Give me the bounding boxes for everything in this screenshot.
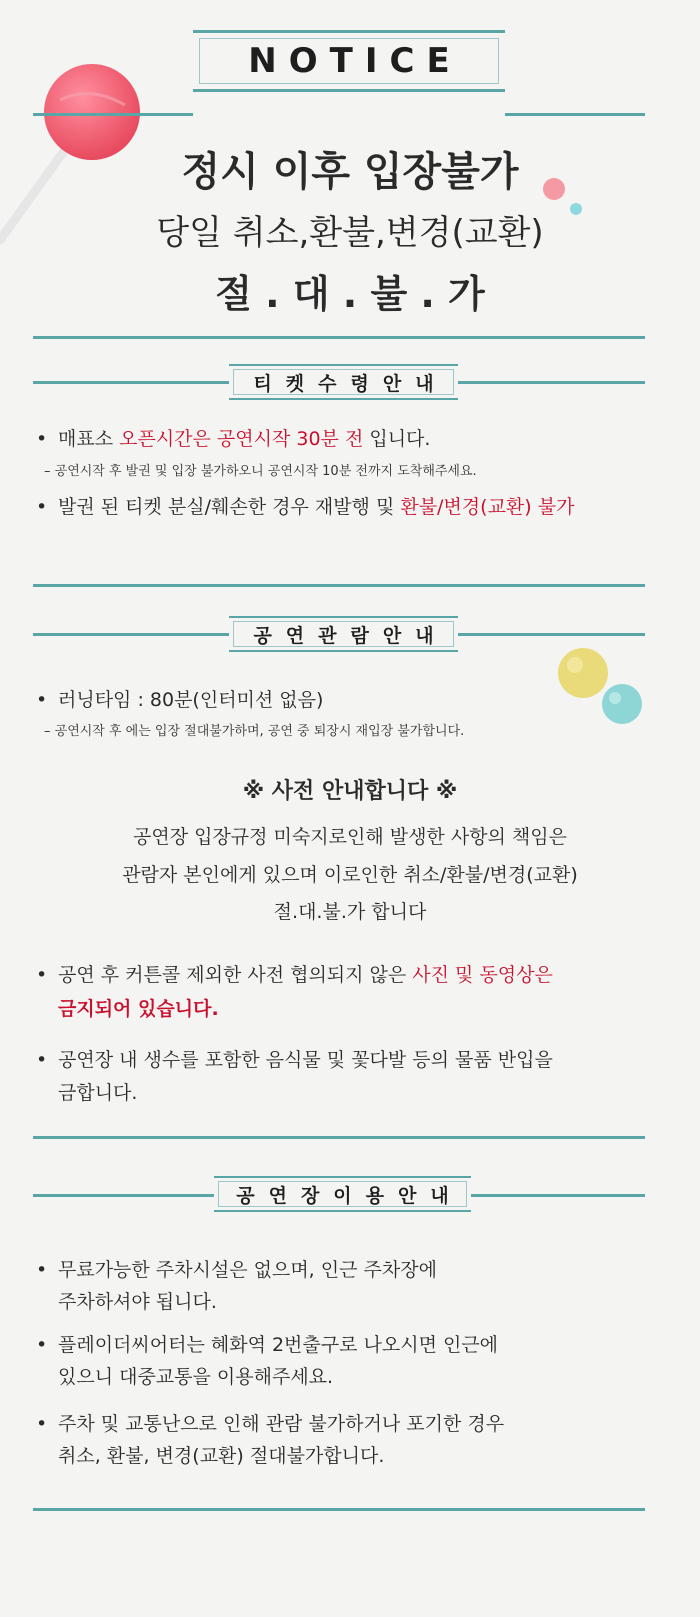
bullet: •	[36, 1049, 48, 1071]
bullet: •	[36, 428, 48, 450]
section-title-label: 공연장이용안내	[218, 1181, 467, 1207]
bullet: •	[36, 689, 48, 711]
divider	[33, 633, 229, 636]
highlight-text: 오픈시간은 공연시작 30분 전	[119, 428, 364, 450]
list-item-note: – 공연시작 후 에는 입장 절대불가하며, 공연 중 퇴장시 재입장 불가합니다.	[44, 724, 465, 739]
divider	[458, 381, 645, 384]
divider	[33, 1194, 214, 1197]
highlight-text: 금지되어 있습니다.	[58, 998, 219, 1020]
notice-text-line: 공연장 입장규정 미숙지로인해 발생한 사항의 책임은	[133, 826, 567, 848]
highlight-text: 사진 및 동영상은	[412, 964, 553, 986]
highlight-text: 환불/변경(교환) 불가	[400, 496, 575, 518]
bullet: •	[36, 1334, 48, 1356]
divider	[33, 1136, 645, 1139]
headline-no-refund: 당일 취소,환불,변경(교환)	[156, 213, 544, 253]
section-title-viewing	[229, 616, 458, 652]
divider	[33, 336, 645, 339]
candy-teal-icon	[600, 682, 645, 727]
notice-badge	[193, 30, 505, 92]
section-title-ticket	[229, 364, 458, 400]
headline-no-late-entry: 정시 이후 입장불가	[181, 149, 519, 195]
list-item-note: – 공연시작 후 발권 및 입장 불가하오니 공연시작 10분 전까지 도착해주세요.	[44, 464, 477, 479]
divider	[33, 381, 229, 384]
bullet: •	[36, 964, 48, 986]
bullet: •	[36, 496, 48, 518]
bullet: •	[36, 1259, 48, 1281]
divider	[33, 584, 645, 587]
headline-absolutely-not: 절 . 대 . 불 . 가	[215, 272, 485, 316]
section-title-label: 티켓수령안내	[233, 369, 454, 395]
divider	[505, 113, 645, 116]
notice-label: NOTICE	[199, 38, 499, 84]
divider	[458, 633, 645, 636]
notice-subtitle: ※ 사전 안내합니다 ※	[242, 779, 458, 804]
bullet: •	[36, 1413, 48, 1435]
divider	[33, 1508, 645, 1511]
divider	[33, 113, 193, 116]
notice-text-line: 관람자 본인에게 있으며 이로인한 취소/환불/변경(교환)	[122, 864, 578, 886]
section-title-venue	[214, 1176, 471, 1212]
section-title-label: 공연관람안내	[233, 621, 454, 647]
notice-text-line: 절.대.불.가 합니다	[273, 901, 427, 923]
divider	[471, 1194, 645, 1197]
